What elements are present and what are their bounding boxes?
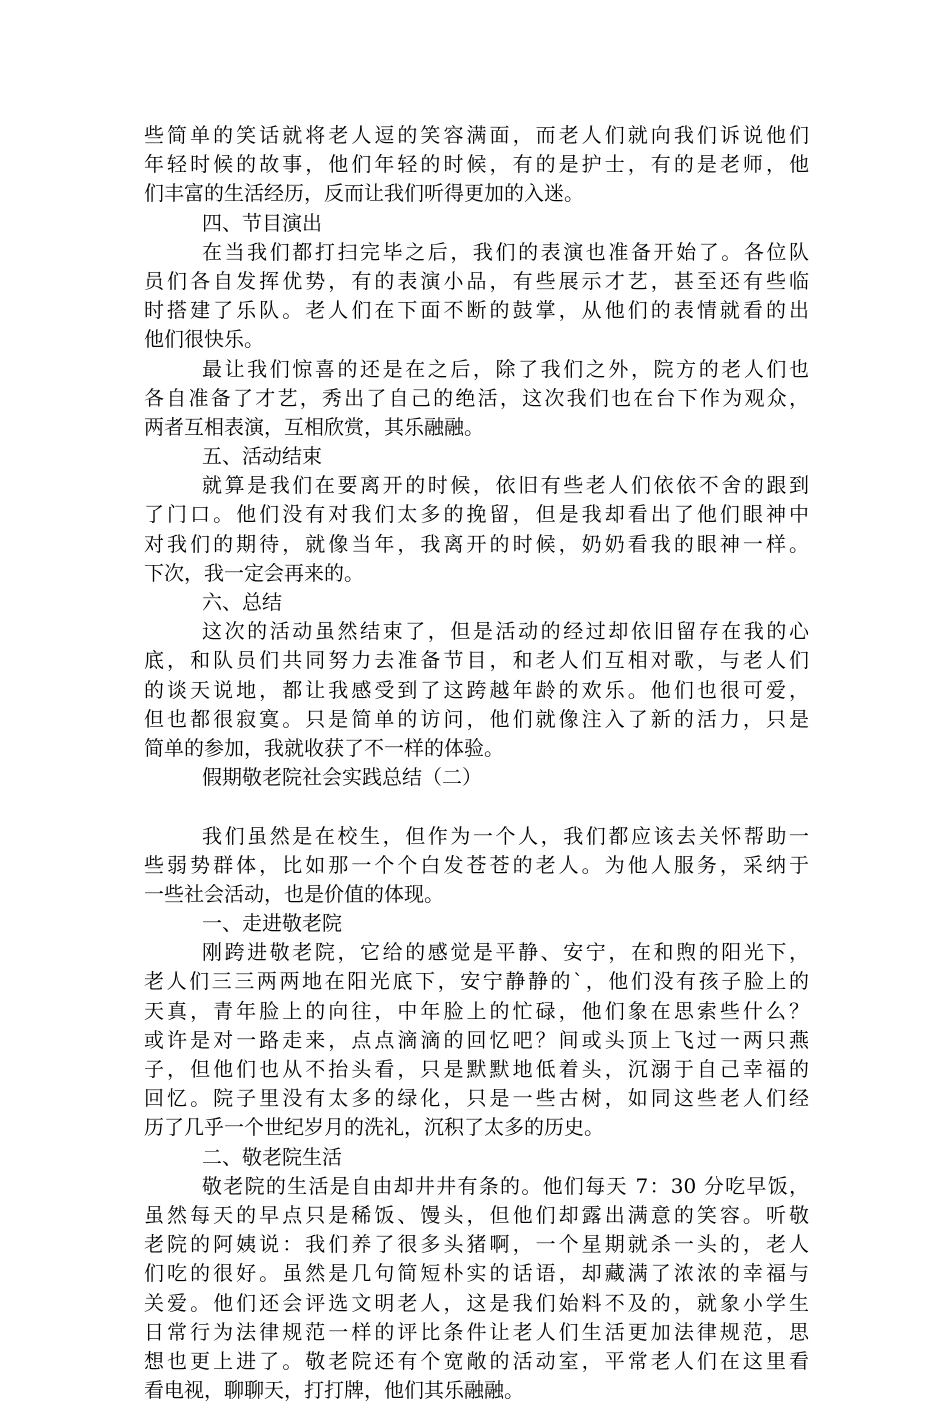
section-heading: 一、走进敬老院: [202, 911, 342, 936]
document-body: [144, 121, 809, 1405]
text-line: 就算是我们在要离开的时候，依旧有些老人们依依不舍的跟到: [202, 473, 809, 498]
text-line: 员们各自发挥优势，有的表演小品，有些展示才艺，甚至还有些临: [144, 268, 809, 293]
text-line: 刚跨进敬老院，它给的感觉是平静、安宁，在和煦的阳光下，: [202, 940, 809, 965]
text-line: 下次，我一定会再来的。: [144, 560, 364, 585]
section-heading: 六、总结: [202, 590, 282, 614]
blank-line: [144, 792, 809, 821]
text-line: 他们很快乐。: [144, 327, 264, 352]
text-line: 一些社会活动，也是价值的体现。: [144, 881, 444, 906]
text-line: 简单的参加，我就收获了不一样的体验。: [144, 735, 504, 760]
text-line: 关爱。他们还会评选文明老人，这是我们始料不及的，就象小学生: [144, 1290, 809, 1315]
text-line: 天真，青年脸上的向往，中年脸上的忙碌，他们象在思索些什么？: [144, 998, 809, 1023]
text-line: 老院的阿姨说：我们养了很多头猪啊，一个星期就杀一头的，老人: [144, 1232, 809, 1257]
text-line: 各自准备了才艺，秀出了自己的绝活，这次我们也在台下作为观众，: [144, 385, 809, 410]
text-line: 或许是对一路走来，点点滴滴的回忆吧？间或头顶上飞过一两只燕: [144, 1027, 809, 1052]
text-line: 年轻时候的故事，他们年轻的时候，有的是护士，有的是老师，他: [144, 152, 809, 177]
text-line: 日常行为法律规范一样的评比条件让老人们生活更加法律规范，思: [144, 1319, 809, 1344]
text-line: 敬老院的生活是自由却井井有条的。他们每天 7：30 分吃早饭，: [202, 1173, 809, 1198]
text-line: 老人们三三两两地在阳光底下，安宁静静的`，他们没有孩子脸上的: [144, 969, 809, 994]
text-line: 但也都很寂寞。只是简单的访问，他们就像注入了新的活力，只是: [144, 706, 809, 731]
text-line: 底，和队员们共同努力去准备节目，和老人们互相对歌，与老人们: [144, 648, 809, 673]
text-line: 回忆。院子里没有太多的绿化，只是一些古树，如同这些老人们经: [144, 1086, 809, 1111]
document-subtitle: 假期敬老院社会实践总结（二）: [202, 765, 482, 790]
text-line: 的谈天说地，都让我感受到了这跨越年龄的欢乐。他们也很可爱，: [144, 677, 809, 702]
text-line: 了门口。他们没有对我们太多的挽留，但是我却看出了他们眼神中: [144, 502, 809, 527]
text-line: 们吃的很好。虽然是几句简短朴实的话语，却藏满了浓浓的幸福与: [144, 1261, 809, 1286]
section-heading: 四、节目演出: [202, 210, 322, 235]
text-line: 在当我们都打扫完毕之后，我们的表演也准备开始了。各位队: [202, 239, 809, 264]
text-line: 们丰富的生活经历，反而让我们听得更加的入迷。: [144, 181, 584, 206]
text-line: 两者互相表演，互相欣赏，其乐融融。: [144, 414, 484, 439]
text-line: 看电视，聊聊天，打打牌，他们其乐融融。: [144, 1378, 524, 1403]
text-line: 我们虽然是在校生，但作为一个人，我们都应该去关怀帮助一: [202, 823, 809, 848]
text-line: 时搭建了乐队。老人们在下面不断的鼓掌，从他们的表情就看的出: [144, 298, 809, 323]
section-heading: 二、敬老院生活: [202, 1144, 342, 1169]
text-line: 历了几乎一个世纪岁月的洗礼，沉积了太多的历史。: [144, 1115, 604, 1140]
text-line: 这次的活动虽然结束了，但是活动的经过却依旧留存在我的心: [202, 619, 809, 644]
text-line: 想也更上进了。敬老院还有个宽敞的活动室，平常老人们在这里看: [144, 1348, 809, 1373]
text-line: 虽然每天的早点只是稀饭、馒头，但他们却露出满意的笑容。听敬: [144, 1202, 809, 1227]
text-line: 最让我们惊喜的还是在之后，除了我们之外，院方的老人们也: [202, 356, 809, 381]
text-line: 对我们的期待，就像当年，我离开的时候，奶奶看我的眼神一样。: [144, 531, 809, 556]
text-line: 些简单的笑话就将老人逗的笑容满面，而老人们就向我们诉说他们: [144, 123, 809, 147]
section-heading: 五、活动结束: [202, 444, 322, 469]
text-line: 些弱势群体，比如那一个个白发苍苍的老人。为他人服务，采纳于: [144, 852, 809, 877]
text-line: 子，但他们也从不抬头看，只是默默地低着头，沉溺于自己幸福的: [144, 1057, 809, 1081]
